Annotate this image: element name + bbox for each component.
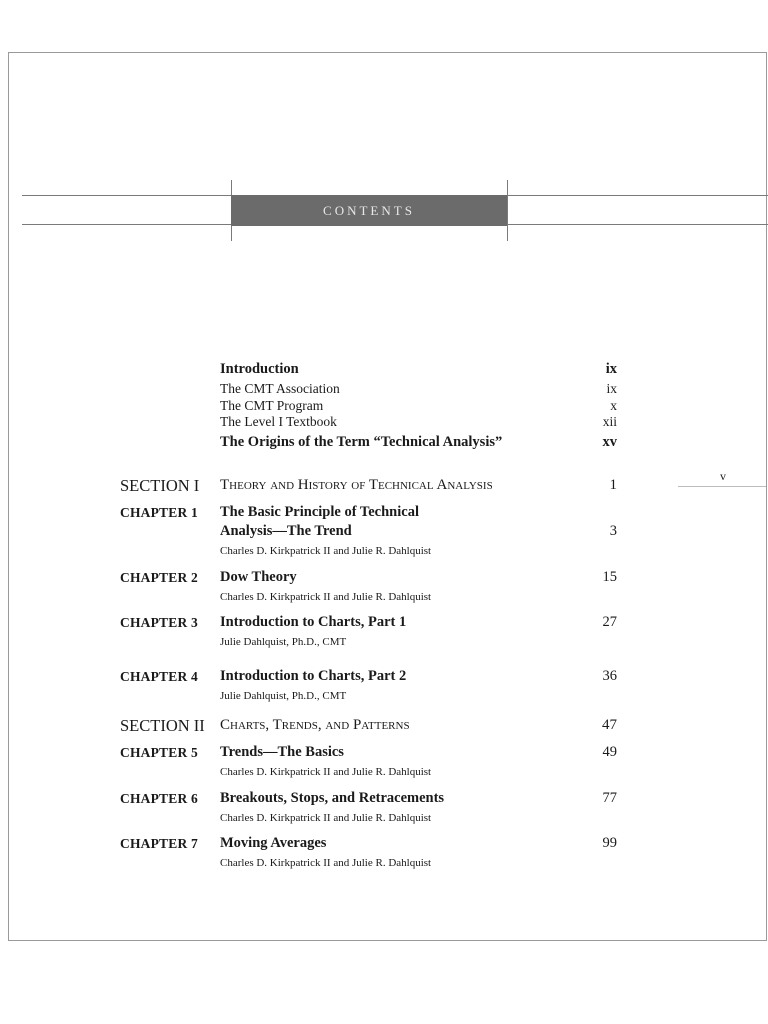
section-title[interactable]: Charts, Trends, and Patterns xyxy=(220,717,410,733)
chapter-author: Charles D. Kirkpatrick II and Julie R. Dahlquist xyxy=(220,857,432,869)
chapter-page: 99 xyxy=(602,835,617,851)
chapter-title[interactable]: The Basic Principle of Technical xyxy=(220,504,419,520)
chapter-title[interactable]: Introduction to Charts, Part 2 xyxy=(220,668,407,684)
page-number: v xyxy=(720,469,726,483)
chapter-author: Charles D. Kirkpatrick II and Julie R. Dahlquist xyxy=(220,766,432,778)
page-frame xyxy=(8,52,767,941)
toc-entry-page: xii xyxy=(602,414,617,429)
toc-entry-title[interactable]: The Origins of the Term “Technical Analysis” xyxy=(220,434,503,450)
chapter-page: 27 xyxy=(602,614,617,630)
header-tick-right xyxy=(507,180,508,241)
contents-banner xyxy=(231,195,507,226)
chapter-title[interactable]: Analysis—The Trend xyxy=(220,523,352,539)
toc-entry-page: ix xyxy=(606,381,617,396)
page-number-tab xyxy=(678,464,766,487)
chapter-title[interactable]: Dow Theory xyxy=(220,569,297,585)
chapter-page: 3 xyxy=(609,523,617,539)
chapter-author: Julie Dahlquist, Ph.D., CMT xyxy=(220,690,347,702)
chapter-page: 77 xyxy=(602,790,617,806)
toc-entry-title[interactable]: Introduction xyxy=(220,361,299,377)
chapter-label: CHAPTER 3 xyxy=(120,615,198,630)
chapter-label: CHAPTER 7 xyxy=(120,836,198,851)
chapter-title[interactable]: Introduction to Charts, Part 1 xyxy=(220,614,407,630)
section-label: SECTION I xyxy=(120,476,200,495)
toc-entry-page: x xyxy=(610,398,617,413)
toc-entry-title[interactable]: The CMT Program xyxy=(220,398,324,413)
section-title[interactable]: Theory and History of Technical Analysis xyxy=(220,477,493,493)
chapter-title[interactable]: Moving Averages xyxy=(220,835,327,851)
toc-entry-title[interactable]: The Level I Textbook xyxy=(220,414,337,429)
chapter-author: Julie Dahlquist, Ph.D., CMT xyxy=(220,636,347,648)
chapter-label: CHAPTER 1 xyxy=(120,505,198,520)
chapter-label: CHAPTER 5 xyxy=(120,745,198,760)
chapter-author: Charles D. Kirkpatrick II and Julie R. Dahlquist xyxy=(220,812,432,824)
toc-entry-page: ix xyxy=(605,361,617,377)
chapter-label: CHAPTER 6 xyxy=(120,791,198,806)
chapter-page: 36 xyxy=(602,668,617,684)
contents-heading: CONTENTS xyxy=(323,202,415,218)
chapter-author: Charles D. Kirkpatrick II and Julie R. Dahlquist xyxy=(220,591,432,603)
chapter-page: 49 xyxy=(602,744,617,760)
chapter-label: CHAPTER 2 xyxy=(120,570,198,585)
chapter-author: Charles D. Kirkpatrick II and Julie R. Dahlquist xyxy=(220,545,432,557)
chapter-label: CHAPTER 4 xyxy=(120,669,198,684)
section-page: 47 xyxy=(602,717,617,733)
chapter-page: 15 xyxy=(602,569,617,585)
section-page: 1 xyxy=(609,477,617,493)
chapter-title[interactable]: Breakouts, Stops, and Retracements xyxy=(220,790,445,806)
toc-entry-title[interactable]: The CMT Association xyxy=(220,381,340,396)
chapter-title[interactable]: Trends—The Basics xyxy=(220,744,344,760)
toc-entry-page: xv xyxy=(602,434,617,450)
section-label: SECTION II xyxy=(120,716,205,735)
